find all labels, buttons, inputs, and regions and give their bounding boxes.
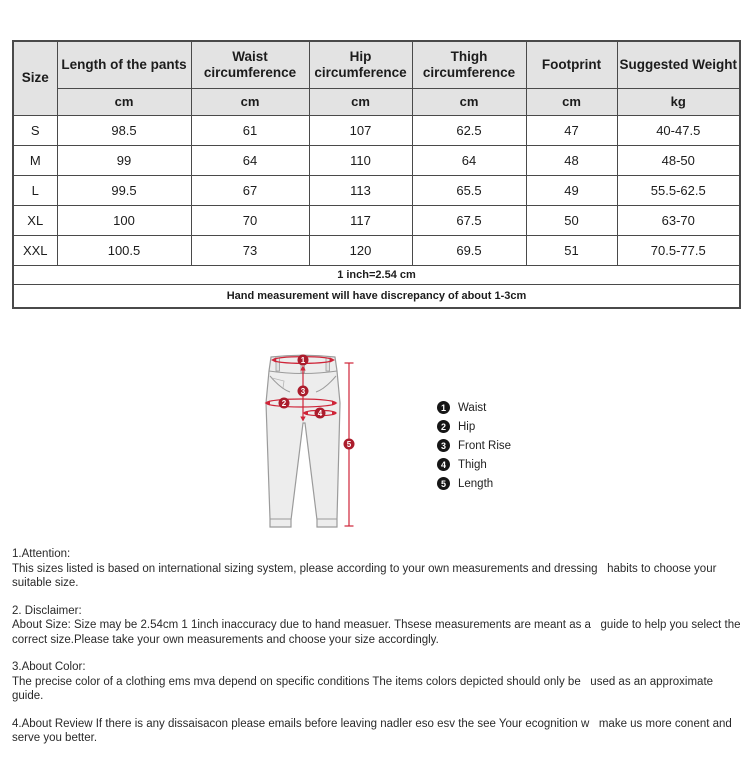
size-cell: M [13,145,57,175]
legend-number-badge: 3 [437,439,450,452]
col-header-length: Length of the pants [57,41,191,88]
marker-2: 2 [281,399,287,408]
attention-section [12,547,744,591]
measurement-legend [437,398,511,493]
disclaimer-body: About Size: Size may be 2.54cm 1 1inch inaccuracy due to hand measuer. Thsese measurements are meant as a guide to help you select the correct size.Please take your own measurements and choose your size accordingly. [12,619,744,646]
about-color-title: 3.About Color: [12,661,86,673]
disclaimer-title: 2. Disclaimer: [12,604,82,617]
size-cell: XXL [13,235,57,265]
table-header-row [13,41,740,88]
size-cell: S [13,115,57,145]
footnotes [12,547,744,759]
attention-title: 1.Attention: [12,548,71,560]
table-row [13,115,740,145]
value-cell: 73 [191,235,309,265]
col-header-weight: Suggested Weight [617,41,740,88]
legend-item-length [437,474,511,493]
value-cell: 67 [191,175,309,205]
value-cell: 51 [526,235,617,265]
marker-5: 5 [346,440,352,449]
legend-label: Thigh [458,458,487,471]
legend-label: Front Rise [458,439,512,452]
about-color-section [12,660,744,704]
value-cell: 64 [412,145,526,175]
legend-label: Hip [458,420,476,433]
col-header-footprint: Footprint [526,41,617,88]
value-cell: 50 [526,205,617,235]
value-cell: 100 [57,205,191,235]
col-header-size: Size [13,41,57,115]
value-cell: 64 [191,145,309,175]
value-cell: 48-50 [617,145,740,175]
value-cell: 99 [57,145,191,175]
pants-measurement-diagram [256,348,366,534]
legend-item-front-rise [437,436,511,455]
value-cell: 67.5 [412,205,526,235]
attention-body: This sizes listed is based on international sizing system, please according to your own measurements and dressing habits to choose your suitable size. [12,562,720,589]
about-color-body: The precise color of a clothing ems mva depend on specific conditions The items colors depicted should only be used as an approximate guide. [12,675,717,702]
unit-cell: cm [191,88,309,115]
marker-1: 1 [300,356,306,365]
value-cell: 70 [191,205,309,235]
col-header-thigh: Thigh circumference [412,41,526,88]
unit-cell: kg [617,88,740,115]
col-header-waist: Waist circumference [191,41,309,88]
marker-3: 3 [300,387,306,396]
size-table [12,40,741,309]
value-cell: 117 [309,205,412,235]
legend-item-thigh [437,455,511,474]
table-units-row [13,88,740,115]
col-header-hip: Hip circumference [309,41,412,88]
unit-cell: cm [412,88,526,115]
table-row [13,205,740,235]
unit-cell: cm [309,88,412,115]
unit-cell: cm [526,88,617,115]
value-cell: 110 [309,145,412,175]
value-cell: 69.5 [412,235,526,265]
about-review-body: 4.About Review If there is any dissaisacon please emails before leaving nadler eso esv the see Your ecognition w make us more conent and serve you better. [12,717,736,744]
value-cell: 49 [526,175,617,205]
value-cell: 40-47.5 [617,115,740,145]
size-cell: L [13,175,57,205]
table-row [13,145,740,175]
table-row [13,235,740,265]
value-cell: 48 [526,145,617,175]
legend-number-badge: 5 [437,477,450,490]
about-review-section [12,717,744,746]
hand-measurement-note: Hand measurement will have discrepancy of about 1-3cm [13,284,740,308]
legend-label: Waist [458,401,487,414]
table-note-row [13,284,740,308]
table-row [13,175,740,205]
legend-item-hip [437,417,511,436]
value-cell: 61 [191,115,309,145]
value-cell: 107 [309,115,412,145]
table-note-row [13,265,740,284]
value-cell: 120 [309,235,412,265]
value-cell: 47 [526,115,617,145]
value-cell: 99.5 [57,175,191,205]
unit-cell: cm [57,88,191,115]
legend-item-waist [437,398,511,417]
legend-number-badge: 4 [437,458,450,471]
legend-number-badge: 2 [437,420,450,433]
value-cell: 113 [309,175,412,205]
legend-label: Length [458,477,494,490]
value-cell: 65.5 [412,175,526,205]
value-cell: 55.5-62.5 [617,175,740,205]
value-cell: 70.5-77.5 [617,235,740,265]
value-cell: 98.5 [57,115,191,145]
disclaimer-section [12,604,744,648]
inch-conversion-note: 1 inch=2.54 cm [13,265,740,284]
value-cell: 63-70 [617,205,740,235]
value-cell: 100.5 [57,235,191,265]
marker-4: 4 [317,409,323,418]
value-cell: 62.5 [412,115,526,145]
size-cell: XL [13,205,57,235]
legend-number-badge: 1 [437,401,450,414]
